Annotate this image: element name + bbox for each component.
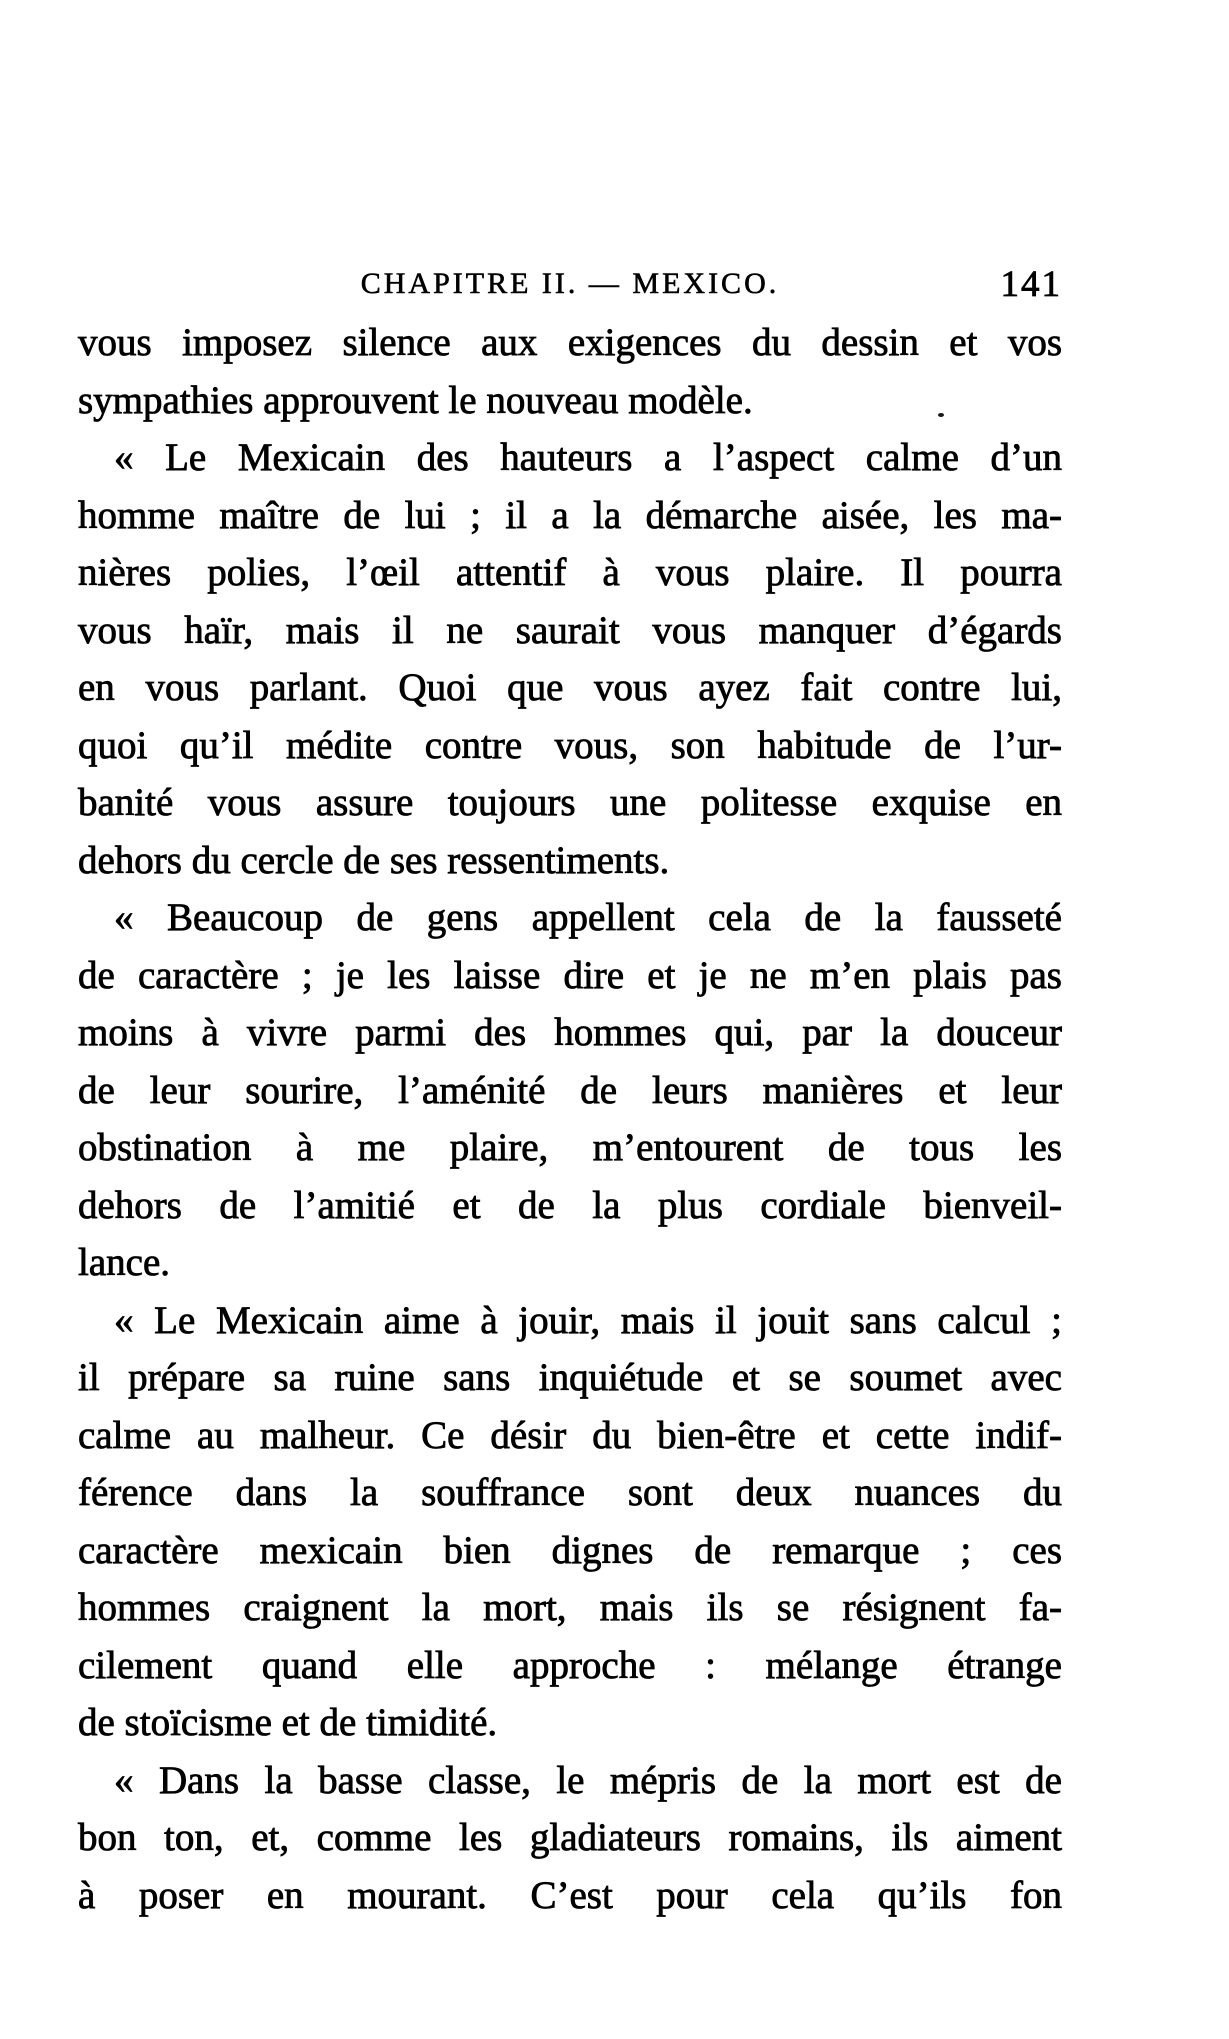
text-line: hommes craignent la mort, mais ils se résignent fa-	[78, 1586, 1062, 1629]
text-line: il prépare sa ruine sans inquiétude et se soumet avec	[78, 1356, 1062, 1399]
text-line: en vous parlant. Quoi que vous ayez fait contre lui,	[78, 666, 1062, 709]
text-line: calme au malheur. Ce désir du bien-être et cette indif-	[78, 1413, 1062, 1457]
text-line: vous haïr, mais il ne saurait vous manquer d’égards	[78, 608, 1062, 652]
text-line: vous imposez silence aux exigences du dessin et vos	[78, 321, 1062, 364]
page-number: 141	[1000, 264, 1062, 305]
text-line: « Beaucoup de gens appellent cela de la fausseté	[114, 896, 1062, 939]
text-line: dehors du cercle de ses ressentiments.	[78, 838, 670, 882]
text-line: cilement quand elle approche : mélange étrange	[78, 1643, 1062, 1687]
chapter-header: CHAPITRE II. — MEXICO.	[360, 267, 780, 300]
text-line: moins à vivre parmi des hommes qui, par la douceur	[78, 1011, 1062, 1054]
text-line: « Le Mexicain des hauteurs a l’aspect calme d’un	[114, 436, 1062, 479]
text-line: nières polies, l’œil attentif à vous plaire. Il pourra	[78, 551, 1062, 594]
text-line: quoi qu’il médite contre vous, son habitude de l’ur-	[78, 723, 1062, 767]
text-line: dehors de l’amitié et de la plus cordiale bienveil-	[78, 1183, 1062, 1227]
text-line: férence dans la souffrance sont deux nuances du	[78, 1471, 1062, 1514]
text-line: à poser en mourant. C’est pour cela qu’ils fon	[78, 1873, 1062, 1917]
text-line: « Le Mexicain aime à jouir, mais il jouit sans calcul ;	[114, 1298, 1062, 1342]
text-line: bon ton, et, comme les gladiateurs romains, ils aiment	[78, 1816, 1062, 1859]
text-line: homme maître de lui ; il a la démarche aisée, les ma-	[78, 493, 1062, 537]
body-text	[78, 314, 1062, 1924]
running-header	[78, 263, 1062, 303]
text-line: « Dans la basse classe, le mépris de la mort est de	[114, 1758, 1062, 1802]
text-line: banité vous assure toujours une politesse exquise en	[78, 781, 1062, 824]
text-line: de caractère ; je les laisse dire et je ne m’en plais pas	[78, 953, 1062, 997]
text-line: de leur sourire, l’aménité de leurs manières et leur	[78, 1068, 1062, 1112]
text-line: caractère mexicain bien dignes de remarque ; ces	[78, 1528, 1062, 1572]
text-line: de stoïcisme et de timidité.	[78, 1701, 498, 1744]
text-line: obstination à me plaire, m’entourent de tous les	[78, 1126, 1062, 1169]
text-line: sympathies approuvent le nouveau modèle.	[78, 378, 753, 422]
text-line: lance.	[78, 1241, 171, 1284]
